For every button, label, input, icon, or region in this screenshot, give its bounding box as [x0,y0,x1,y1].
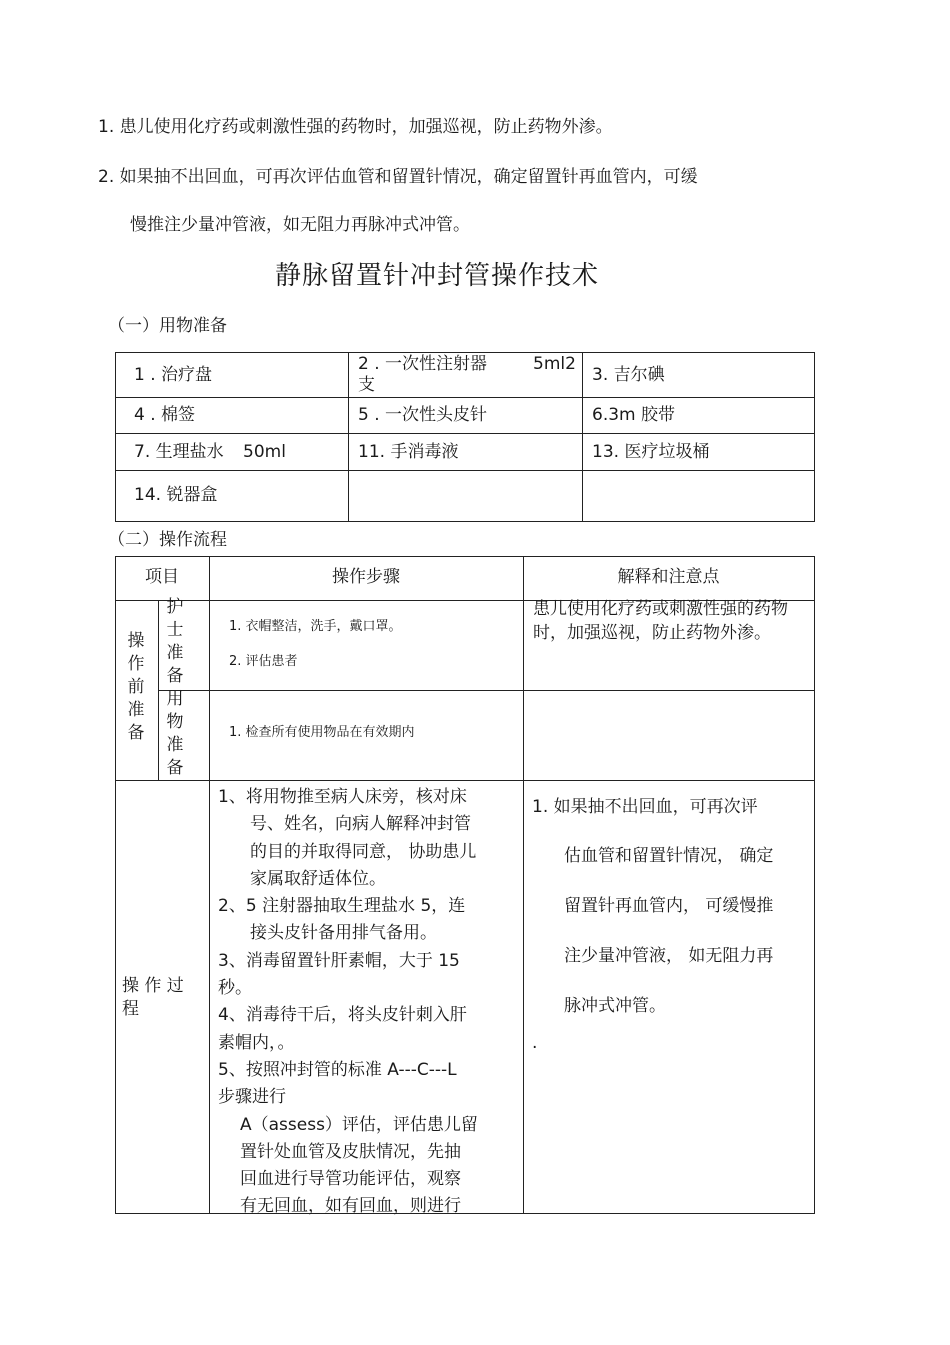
process-step-line: 回血进行导管功能评估，观察 [240,1169,461,1190]
nurse-prep-step-2: 2. 评估患者 [229,654,298,669]
process-step-line: A（assess）评估，评估患儿留 [240,1114,478,1135]
nurse-prep-label: 护士准备 [166,597,184,686]
header-item: 项目 [145,567,179,587]
supply-sharps-box: 14. 锐器盒 [134,485,218,505]
supply-sanitizer: 11. 手消毒液 [358,442,459,462]
section-heading-supplies: （一）用物准备 [108,316,227,336]
process-group-label: 操 作 过 程 [122,976,184,1019]
process-step-line: 接头皮针备用排气备用。 [250,923,437,944]
process-step-line: 号、姓名，向病人解释冲封管 [250,814,471,835]
nurse-prep-note: 患儿使用化疗药或刺激性强的药物时，加强巡视，防止药物外渗。 [533,599,788,643]
intro-line-1: 1. 患儿使用化疗药或刺激性强的药物时，加强巡视，防止药物外渗。 [98,117,613,137]
supply-saline-qty: 50ml [243,442,286,462]
process-note-line: 1. 如果抽不出回血，可再次评 [532,797,758,817]
process-step-line: 步骤进行 [218,1087,286,1108]
process-note-line: 估血管和留置针情况， 确定 [564,846,774,866]
supply-waste-bin: 13. 医疗垃圾桶 [592,442,710,462]
section-heading-procedure: （二）操作流程 [108,530,227,550]
supply-syringe-qty: 5ml2 [533,354,576,374]
pre-operation-group-label: 操作前准备 [127,631,145,743]
supply-scalp-needle: 5 . 一次性头皮针 [358,405,488,425]
process-step-line: 的目的并取得同意， 协助患儿 [250,841,477,862]
process-step-line: 家属取舒适体位。 [250,868,386,889]
process-step-line: 5、按照冲封管的标准 A---C---L [218,1059,457,1080]
header-steps: 操作步骤 [332,567,400,587]
supply-saline: 7. 生理盐水 [134,442,224,462]
process-note-line: 脉冲式冲管。 [564,996,666,1016]
process-step-line: 有无回血，如有回血，则进行 [240,1196,461,1217]
supply-swab: 4 . 棉签 [134,405,196,425]
process-step-line: 秒。 [218,978,252,999]
process-note-line: 注少量冲管液， 如无阻力再 [564,946,774,966]
intro-line-3: 慢推注少量冲管液，如无阻力再脉冲式冲管。 [130,215,470,235]
supply-syringe-unit: 支 [358,375,375,395]
process-step-line: 置针处血管及皮肤情况，先抽 [240,1141,461,1162]
process-note-line: 留置针再血管内， 可缓慢推 [564,896,774,916]
supply-iodine: 3. 吉尔碘 [592,365,665,385]
process-step-line: 3、消毒留置针肝素帽，大于 15 [218,950,460,971]
process-step-line: 素帽内，。 [218,1032,295,1053]
intro-line-2: 2. 如果抽不出回血，可再次评估血管和留置针情况，确定留置针再血管内，可缓 [98,167,698,187]
process-step-line: 4、消毒待干后，将头皮针刺入肝 [218,1005,467,1026]
nurse-prep-step-1: 1. 衣帽整洁，洗手，戴口罩。 [229,619,402,634]
supply-tape: 6.3m 胶带 [592,405,675,425]
process-note-line: . [532,1033,538,1053]
supply-syringe: 2 . 一次性注射器 [358,354,488,374]
process-steps [218,784,518,1221]
process-step-line: 2、5 注射器抽取生理盐水 5，连 [218,896,466,917]
item-prep-step-1: 1. 检查所有使用物品在有效期内 [229,725,415,740]
item-prep-label: 用物准备 [166,689,184,778]
supply-tray: 1 . 治疗盘 [134,365,213,385]
header-notes: 解释和注意点 [617,567,720,587]
document-title: 静脉留置针冲封管操作技术 [275,261,600,291]
process-step-line: 1、将用物推至病人床旁，核对床 [218,787,467,807]
